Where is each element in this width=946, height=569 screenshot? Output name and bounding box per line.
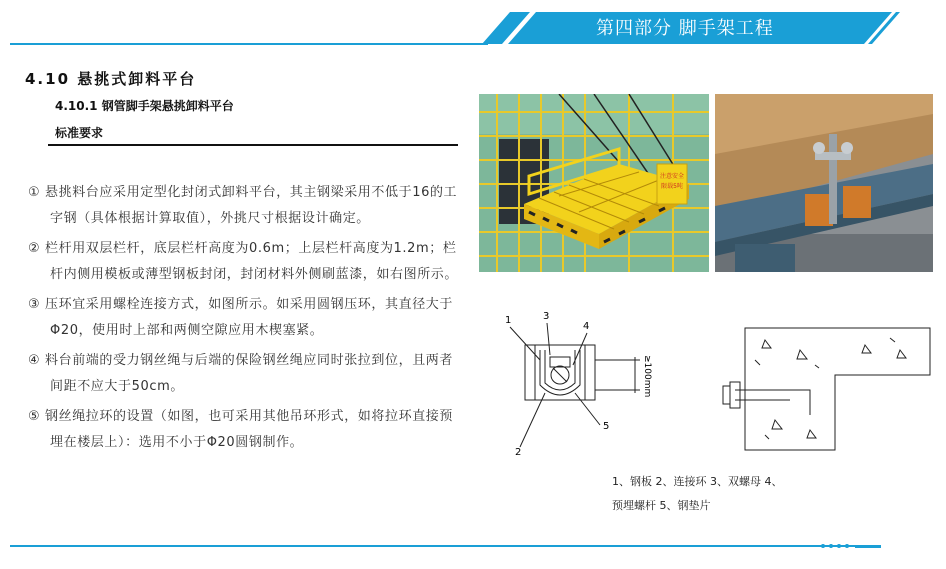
diagram-label: 3 bbox=[543, 311, 550, 322]
item-marker: ⑤ bbox=[28, 409, 41, 424]
item-marker: ① bbox=[28, 185, 41, 200]
header-rule bbox=[10, 43, 488, 45]
pressure-ring-diagram bbox=[495, 305, 665, 455]
sign-text-1: 注意安全 bbox=[659, 173, 685, 180]
beam-photo bbox=[715, 94, 933, 272]
footer-dots bbox=[815, 540, 885, 552]
subsection-title: 4.10.1 钢管脚手架悬挑卸料平台 bbox=[55, 99, 234, 113]
item-marker: ③ bbox=[28, 297, 41, 312]
caption-line-2: 预埋螺杆 5、钢垫片 bbox=[612, 499, 711, 512]
section-title: 4.10 悬挑式卸料平台 bbox=[25, 70, 197, 88]
diagram-label: 2 bbox=[515, 447, 522, 455]
diagram-label: 4 bbox=[583, 321, 590, 332]
item-marker: ④ bbox=[28, 353, 41, 368]
dimension-label: ≥100mm bbox=[642, 355, 652, 398]
sign-text-2: 限载5吨 bbox=[661, 183, 683, 190]
diagram-caption bbox=[612, 470, 872, 518]
banner-title: 第四部分 脚手架工程 bbox=[596, 18, 774, 39]
item-text: 压环宜采用螺栓连接方式，如图所示。如采用圆钢压环，其直径大于Φ20，使用时上部和两侧空隙应用木楔塞紧。 bbox=[45, 297, 454, 338]
item-text: 栏杆用双层栏杆，底层栏杆高度为0.6m；上层栏杆高度为1.2m；栏杆内侧用模板或薄型钢板封闭，封闭材料外侧刷蓝漆，如右图所示。 bbox=[45, 241, 459, 282]
embedded-bolt-diagram bbox=[715, 320, 937, 460]
diagram-label: 1 bbox=[505, 315, 512, 326]
item-marker: ② bbox=[28, 241, 41, 256]
item-text: 料台前端的受力钢丝绳与后端的保险钢丝绳应同时张拉到位，且两者间距不应大于50cm。 bbox=[45, 353, 454, 394]
standard-underline bbox=[48, 144, 458, 146]
list-item bbox=[28, 348, 463, 399]
standard-label: 标准要求 bbox=[55, 126, 104, 140]
caption-line-1: 1、钢板 2、连接环 3、双螺母 4、 bbox=[612, 475, 783, 488]
platform-photo bbox=[479, 94, 709, 272]
item-text: 钢丝绳拉环的设置（如图，也可采用其他吊环形式，如将拉环直接预埋在楼层上）：选用不小于Φ20圆钢制作。 bbox=[45, 409, 454, 450]
list-item bbox=[28, 180, 463, 231]
list-item bbox=[28, 292, 463, 343]
list-item bbox=[28, 404, 463, 455]
requirements-list bbox=[28, 180, 463, 460]
footer-rule bbox=[10, 545, 880, 547]
list-item bbox=[28, 236, 463, 287]
item-text: 悬挑料台应采用定型化封闭式卸料平台，其主钢梁采用不低于16的工字钢（具体根据计算取值），外挑尺寸根据设计确定。 bbox=[45, 185, 458, 226]
diagram-label: 5 bbox=[603, 421, 610, 432]
